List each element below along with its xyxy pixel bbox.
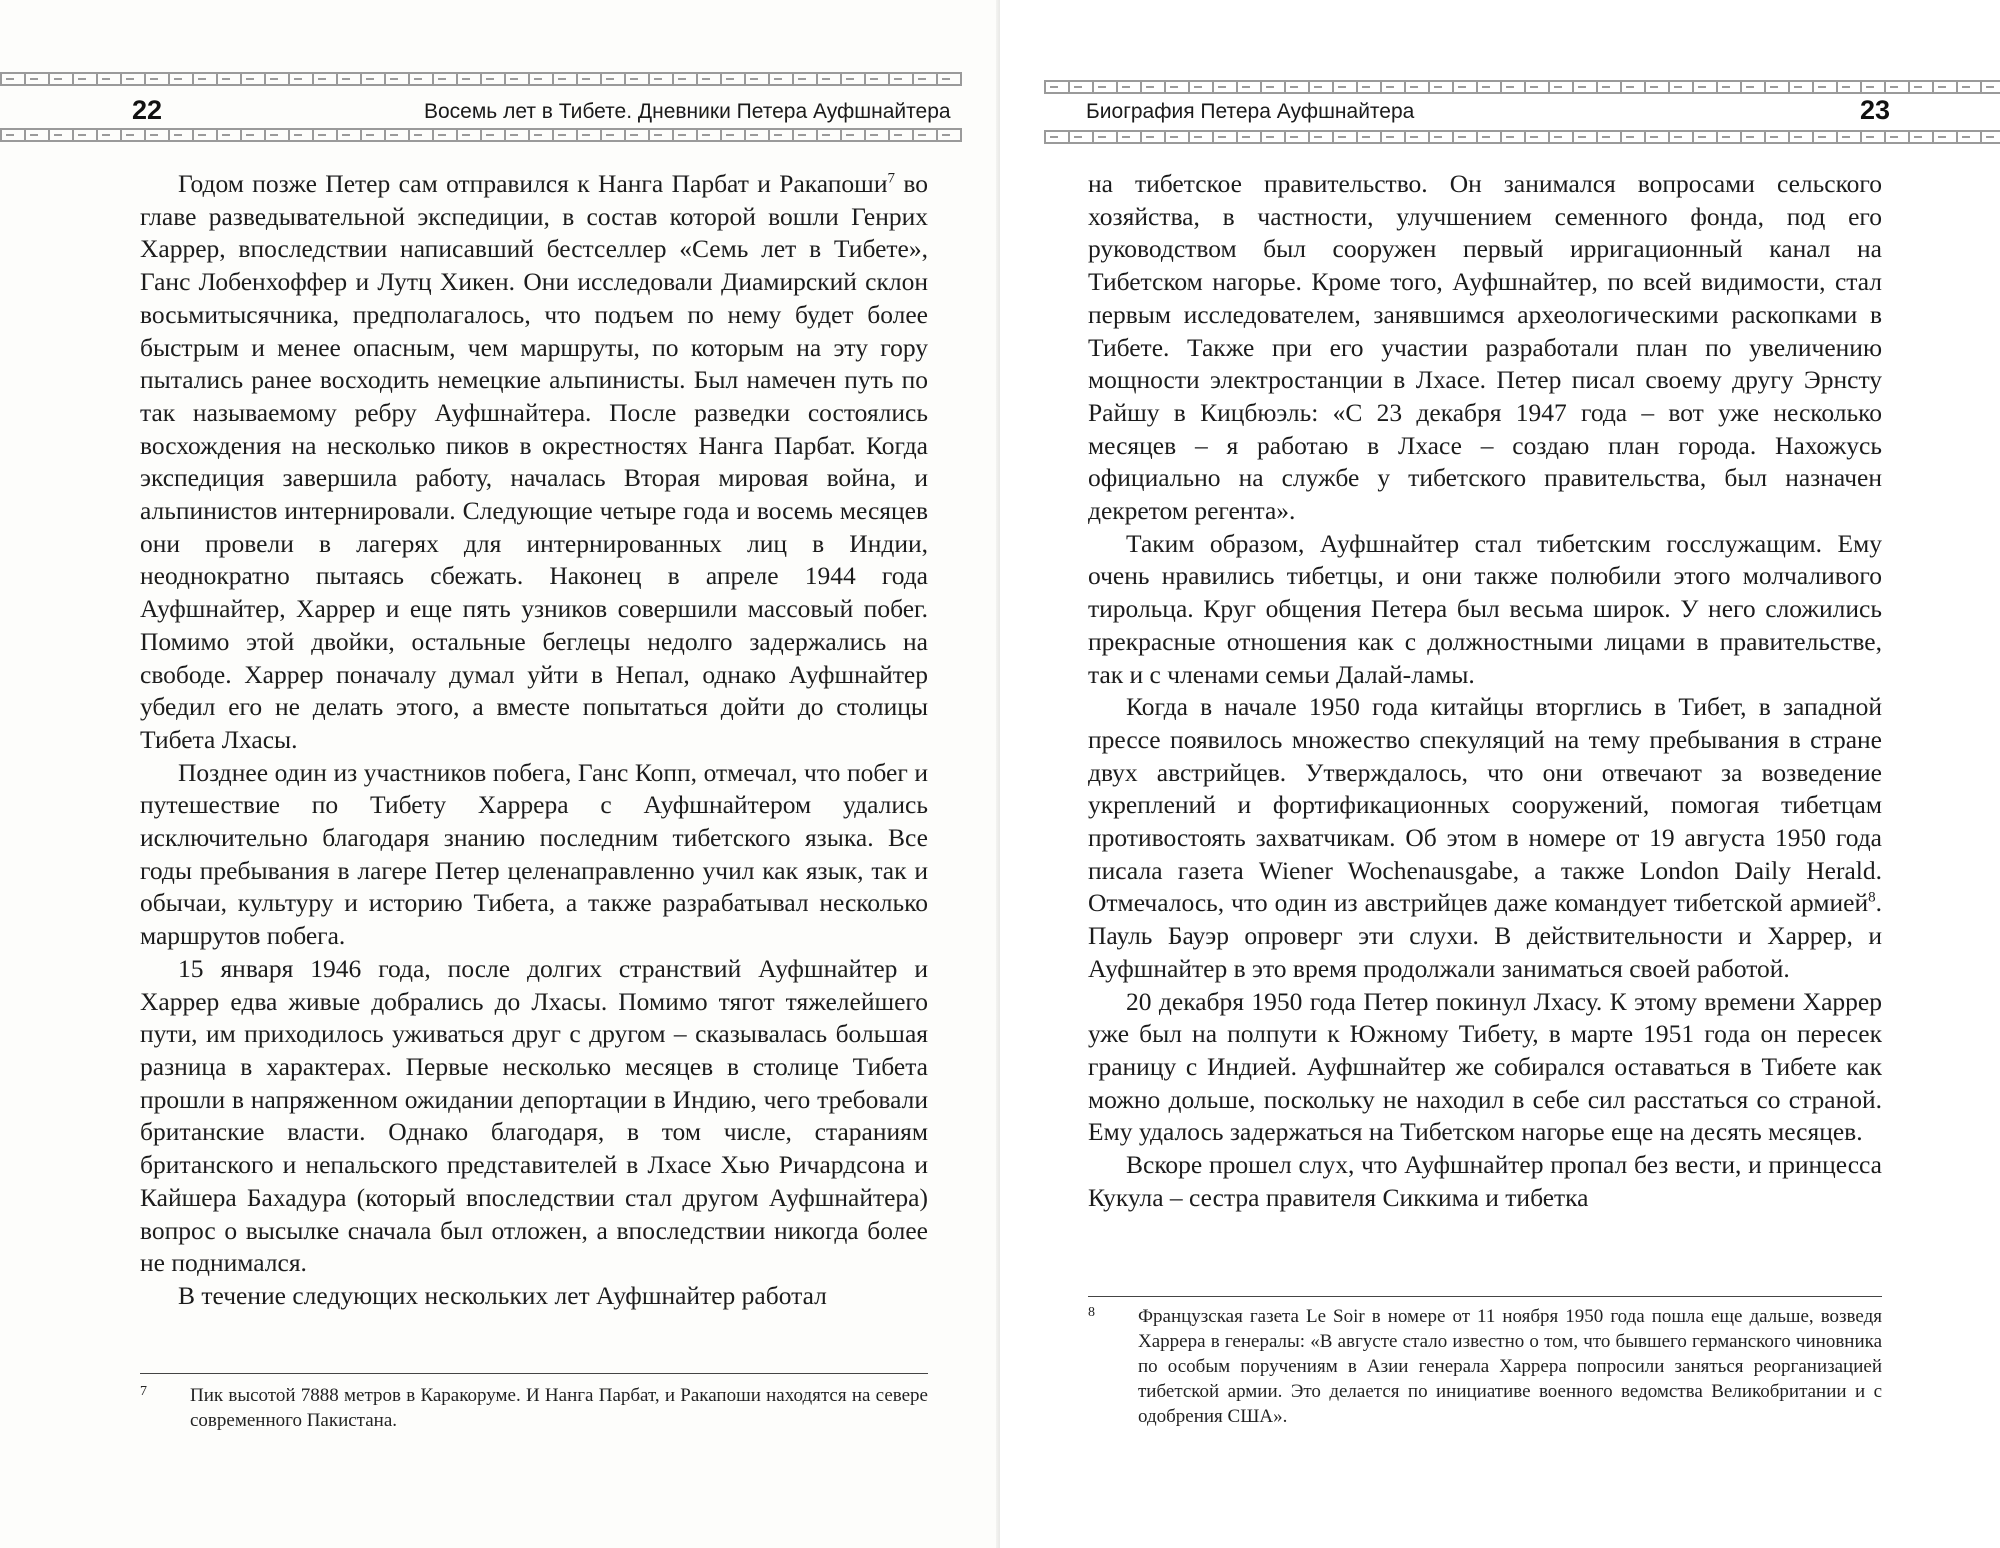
paragraph (1088, 986, 1882, 1150)
footnote (140, 1383, 928, 1433)
paragraph-text: Вскоре прошел слух, что Ауфшнайтер пропал без вести, и принцесса Кукула – сестра правителя Сиккима и тибетка (1088, 1150, 1882, 1212)
running-head: Биография Петера Ауфшнайтера (1086, 100, 1415, 123)
paragraph (1088, 1149, 1882, 1214)
right-page-body (1088, 168, 1882, 1215)
paragraph-text: Когда в начале 1950 года китайцы вторглись в Тибет, в западной прессе появилось множество спекуляций на тему пребывания в стране двух австрийцев. Утверждалось, что они отвечают за возведение укреплений и фортификационных сооружений, помогая тибетцам противостоять захватчикам. Об этом в номере от 19 августа 1950 года писала газета Wiener Wochenausgabe, а также London Daily Herald. Отмечалось, что один из австрийцев даже командует тибетской армией (1088, 692, 1882, 918)
page-number: 22 (132, 95, 163, 125)
running-head: Восемь лет в Тибете. Дневники Петера Ауфшнайтера (424, 100, 951, 123)
footnote-mark: 7 (140, 1384, 147, 1399)
meander-border-bottom (1044, 130, 2000, 144)
right-page (1000, 0, 2000, 1548)
meander-border-top (1044, 80, 2000, 94)
paragraph: 15 января 1946 года, после долгих странствий Ауфшнайтер и Харрер едва живые добрались до Лхасы. Помимо тягот тяжелейшего пути, им приходилось уживаться друг с другом – сказывалась большая разница в характерах. Первые несколько месяцев в столице Тибета прошли в напряженном ожидании депортации в Индию, чего требовали британские власти. Однако благодаря, в том числе, стараниям британского и непальского представителей в Лхасе Хью Ричардсона и Кайшера Бахадура (который впоследствии стал другом Ауфшнайтера) вопрос о высылке сначала был отложен, а впоследствии никогда более не поднимался. (140, 953, 928, 1278)
paragraph (1088, 528, 1882, 692)
footnote-text: Пик высотой 7888 метров в Каракоруме. И Нанга Парбат, и Ракапоши находятся на севере современного Пакистана. (190, 1385, 928, 1431)
paragraph (1088, 691, 1882, 985)
footnote-reference[interactable]: 8 (1868, 889, 1876, 906)
footnotes (1088, 1304, 1882, 1429)
paragraph-text: . Пауль Бауэр опроверг эти слухи. В действительности и Харрер, и Ауфшнайтер в это время продолжали заниматься своей работой. (1088, 888, 1882, 983)
paragraph: Позднее один из участников побега, Ганс Копп, отмечал, что побег и путешествие по Тибету Харрера с Ауфшнайтером удались исключительно благодаря знанию последним тибетского языка. Все годы пребывания в лагере Петер целенаправленно учил как язык, так и обычаи, культуру и историю Тибета, а также разрабатывал несколько маршрутов побега. (140, 757, 928, 951)
footnote (1088, 1304, 1882, 1429)
meander-border-top (0, 72, 962, 86)
footnote-reference[interactable]: 7 (887, 170, 895, 187)
left-page-body (140, 168, 928, 1313)
paragraph (140, 168, 928, 757)
paragraph-text: 20 декабря 1950 года Петер покинул Лхасу. К этому времени Харрер уже был на полпути к Южному Тибету, в марте 1951 года он пересек границу с Индией. Ауфшнайтер же собирался оставаться в Тибете как можно дольше, поскольку не находил в себе сил расстаться со страной. Ему удалось задержаться на Тибетском нагорье еще на десять месяцев. (1088, 986, 1882, 1147)
paragraph-continuation: на тибетское правительство. Он занимался вопросами сельского хозяйства, в частности, улучшением семенного фонда, под его руководством был сооружен первый ирригационный канал на Тибетском нагорье. Кроме того, Ауфшнайтер, по всей видимости, стал первым исследователем, занявшимся археологическими раскопками в Тибете. Также при его участии разработали план по увеличению мощности электростанции в Лхасе. Петер писал своему другу Эрнсту Райшу в Кицбюэль: «С 23 декабря 1947 года – вот уже несколько месяцев – я работаю в Лхасе – создаю план города. Нахожусь официально на службе у тибетского правительства, был назначен декретом регента». (1088, 169, 1882, 526)
footnote-separator (140, 1373, 928, 1374)
footnote-text: Французская газета Le Soir в номере от 11 ноября 1950 года пошла еще дальше, возведя Харрера в генералы: «В августе стало известно о том, что бывшего германского чиновника по особым поручениям в Азии генерала Харрера попросили заняться реорганизацией тибетской армии. Это делается по инициативе военного ведомства Великобритании и с одобрения США». (1138, 1306, 1882, 1427)
footnote-mark: 8 (1088, 1305, 1095, 1320)
footnotes (140, 1383, 928, 1433)
page-number: 23 (1860, 95, 1891, 125)
paragraph-text: Таким образом, Ауфшнайтер стал тибетским госслужащим. Ему очень нравились тибетцы, и они также полюбили этого молчаливого тирольца. Круг общения Петера был весьма широк. У него сложились прекрасные отношения как с должностными лицами в правительстве, так и с членами семьи Далай-ламы. (1088, 528, 1882, 689)
paragraph-text: Годом позже Петер сам отправился к Нанга Парбат и Ракапоши (178, 169, 888, 198)
paragraph: В течение следующих нескольких лет Ауфшнайтер работал (178, 1280, 827, 1310)
meander-border-bottom (0, 128, 962, 142)
paragraph-text: во главе разведывательной экспедиции, в состав которой вошли Генрих Харрер, впоследствии написавший бестселлер «Семь лет в Тибете», Ганс Лобенхоффер и Лутц Хикен. Они исследовали Диамирский склон восьмитысячника, предполагалось, что подъем по нему будет более быстрым и менее опасным, чем маршруты, по которым на эту гору пытались ранее восходить немецкие альпинисты. Был намечен путь по так называемому ребру Ауфшнайтера. После разведки состоялись восхождения на несколько пиков в окрестностях Нанга Парбат. Когда экспедиция завершила работу, началась Вторая мировая война, и альпинистов интернировали. Следующие четыре года и восемь месяцев они провели в лагерях для интернированных лиц в Индии, неоднократно пытаясь сбежать. Наконец в апреле 1944 года Ауфшнайтер, Харрер и еще пять узников совершили массовый побег. Помимо этой двойки, остальные беглецы недолго задержались на свободе. Харрер поначалу думал уйти в Непал, однако Ауфшнайтер убедил его не делать этого, а вместе попытаться дойти до столицы Тибета Лхасы. (140, 169, 928, 754)
footnote-separator (1088, 1296, 1882, 1297)
